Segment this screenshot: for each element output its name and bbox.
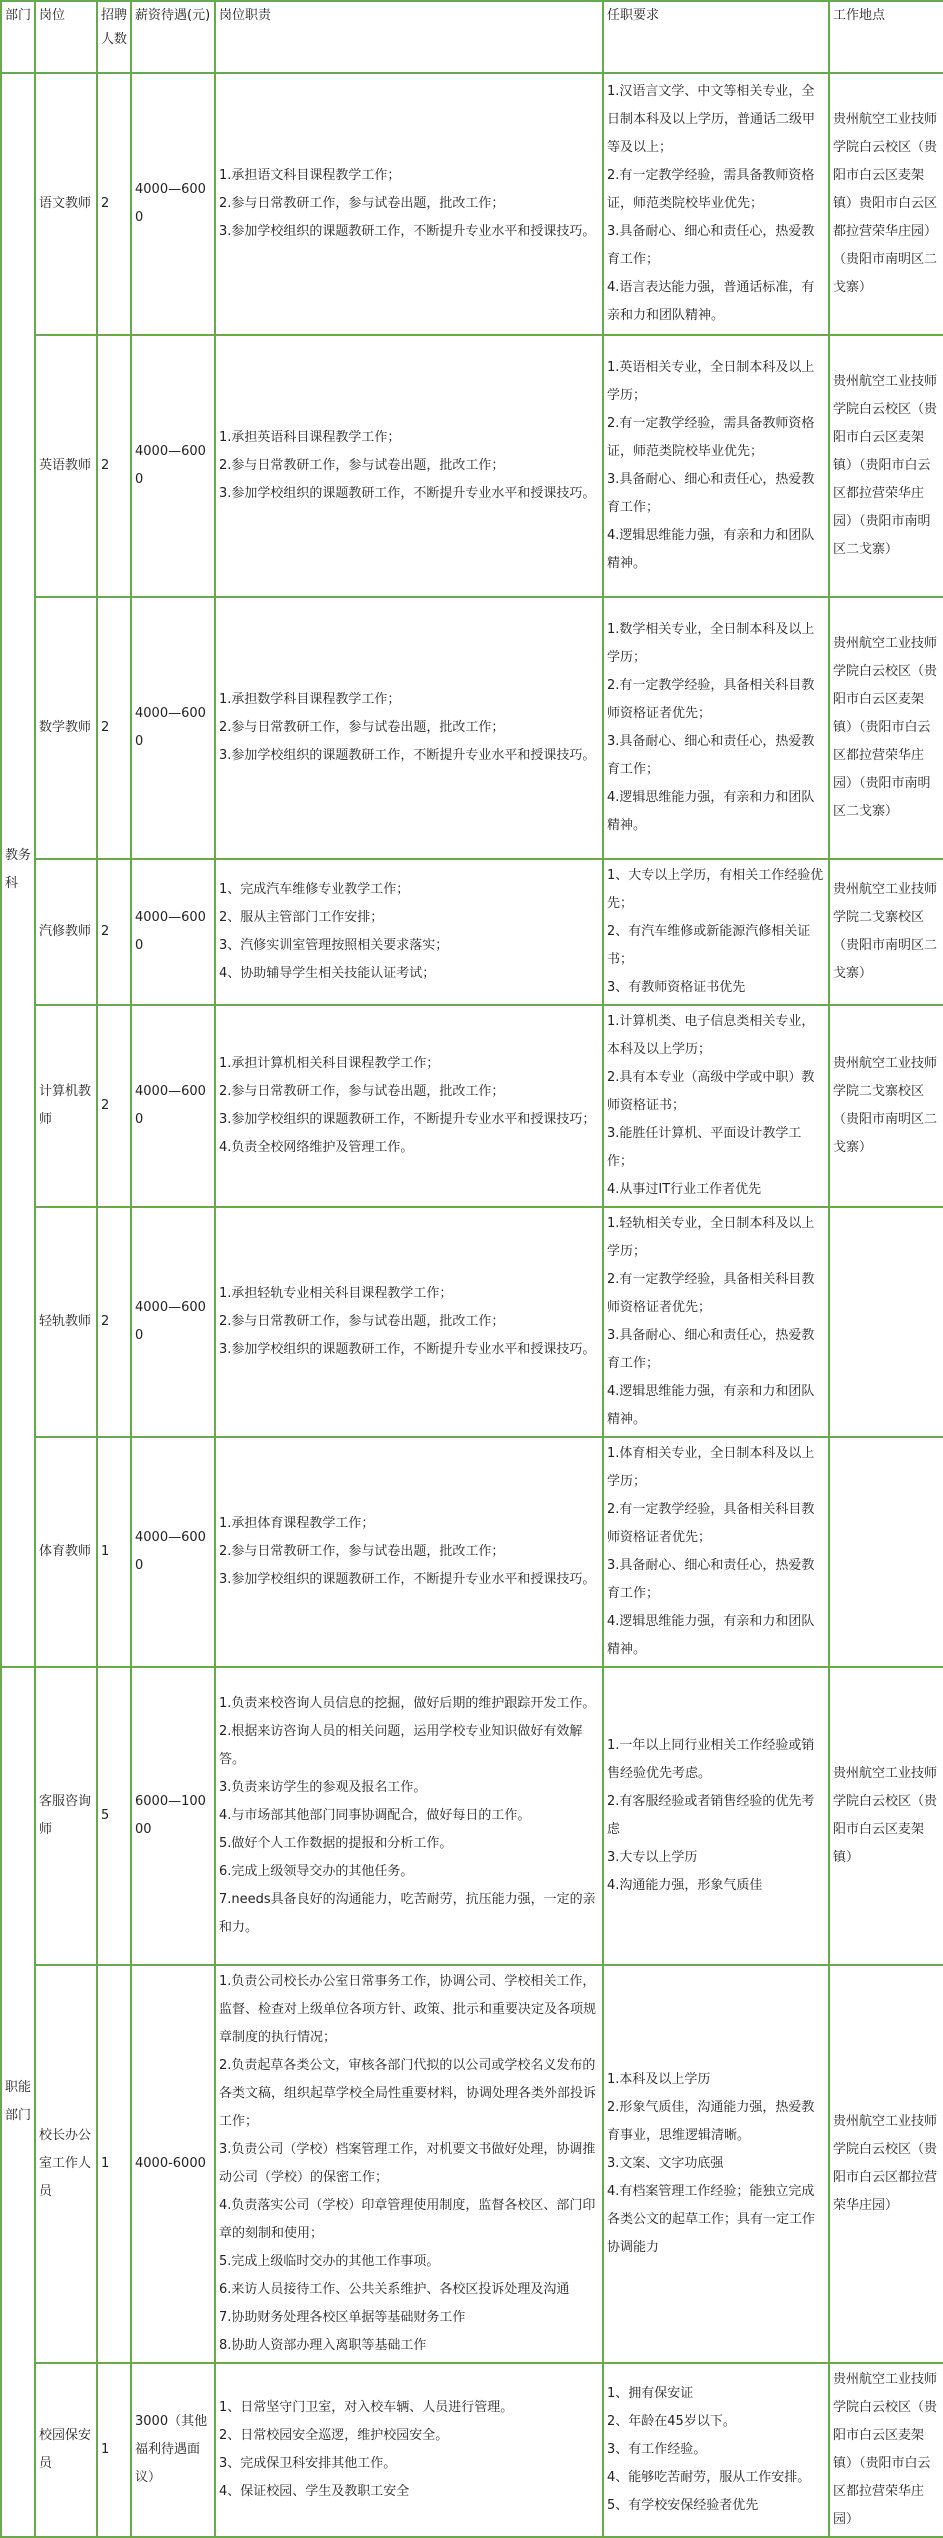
hiring-count: 1 (97, 1965, 131, 2363)
requirement-item: 3、有工作经验。 (607, 2442, 707, 2457)
salary-range: 4000—6000 (131, 335, 215, 597)
duty-item: 1.承担英语科目课程教学工作； (219, 430, 401, 445)
duty-item: 1.承担数学科目课程教学工作； (219, 692, 401, 707)
duty-item: 3.参加学校组织的课题教研工作，不断提升专业水平和授课技巧。 (219, 748, 596, 763)
requirements-cell (603, 335, 829, 597)
duties-cell (215, 1207, 603, 1437)
table-row (1, 73, 943, 335)
duty-item: 2.参与日常教研工作，参与试卷出题，批改工作； (219, 1544, 505, 1559)
table-row (1, 335, 943, 597)
header-position: 岗位 (35, 1, 97, 73)
duty-item: 2.参与日常教研工作，参与试卷出题，批改工作； (219, 1084, 505, 1099)
requirement-item: 2.有一定教学经验，具备相关科目教师资格证者优先； (607, 1502, 815, 1545)
position-title: 客服咨询师 (35, 1667, 97, 1965)
salary-range: 4000—6000 (131, 1437, 215, 1667)
requirement-item: 4.沟通能力强，形象气质佳 (607, 1878, 763, 1893)
duties-cell (215, 73, 603, 335)
requirement-item: 2.有一定教学经验，具备相关科目教师资格证者优先； (607, 678, 815, 721)
hiring-count: 2 (97, 73, 131, 335)
requirements-cell (603, 1207, 829, 1437)
duties-cell (215, 859, 603, 1005)
duty-item: 2.参与日常教研工作，参与试卷出题，批改工作； (219, 196, 505, 211)
requirement-item: 2.有一定教学经验，需具备教师资格证，师范类院校毕业优先； (607, 416, 815, 459)
salary-range: 4000—6000 (131, 1005, 215, 1207)
requirement-item: 2.形象气质佳，沟通能力强，热爱教育事业，思维逻辑清晰。 (607, 2100, 815, 2143)
position-title: 计算机教师 (35, 1005, 97, 1207)
header-department: 部门 (1, 1, 35, 73)
requirement-item: 3.具备耐心、细心和责任心，热爱教育工作； (607, 1558, 815, 1601)
requirement-item: 2.有客服经验或者销售经验的优先考虑 (607, 1794, 815, 1837)
requirements-cell (603, 859, 829, 1005)
duty-item: 6.来访人员接待工作、公共关系维护、各校区投诉处理及沟通 (219, 2282, 570, 2297)
requirement-item: 3.能胜任计算机、平面设计教学工作； (607, 1126, 802, 1169)
duty-item: 2.参与日常教研工作，参与试卷出题，批改工作； (219, 458, 505, 473)
salary-range: 4000—6000 (131, 597, 215, 859)
header-requirements: 任职要求 (603, 1, 829, 73)
duties-cell (215, 1965, 603, 2363)
requirements-cell (603, 1437, 829, 1667)
work-location (829, 1207, 943, 1437)
requirement-item: 1.一年以上同行业相关工作经验或销售经验优先考虑。 (607, 1738, 815, 1781)
salary-range: 3000（其他福利待遇面议） (131, 2363, 215, 2537)
table-row (1, 1965, 943, 2363)
duties-cell (215, 1667, 603, 1965)
duty-item: 3.参加学校组织的课题教研工作，不断提升专业水平和授课技巧； (219, 1112, 596, 1127)
table-row (1, 859, 943, 1005)
salary-range: 4000—6000 (131, 73, 215, 335)
duty-item: 8.协助人资部办理入离职等基础工作 (219, 2338, 427, 2353)
department-cell: 职能部门 (1, 1667, 35, 2537)
duty-item: 1.承担计算机相关科目课程教学工作； (219, 1056, 440, 1071)
salary-range: 4000—6000 (131, 1207, 215, 1437)
duty-item: 2、服从主管部门工作安排； (219, 910, 384, 925)
work-location (829, 1437, 943, 1667)
requirement-item: 5、有学校安保经验者优先 (607, 2498, 759, 2513)
duty-item: 4.与市场部其他部门同事协调配合，做好每日的工作。 (219, 1808, 531, 1823)
requirements-cell (603, 1667, 829, 1965)
duty-item: 2.参与日常教研工作，参与试卷出题，批改工作； (219, 720, 505, 735)
salary-range: 4000-6000 (131, 1965, 215, 2363)
table-body (1, 73, 943, 2537)
header-row (1, 1, 943, 73)
requirement-item: 1.计算机类、电子信息类相关专业，本科及以上学历； (607, 1014, 815, 1057)
position-title: 数学教师 (35, 597, 97, 859)
duty-item: 1、完成汽车维修专业教学工作； (219, 882, 410, 897)
requirement-item: 4.逻辑思维能力强，有亲和力和团队精神。 (607, 790, 815, 833)
position-title: 语文教师 (35, 73, 97, 335)
requirement-item: 3.具备耐心、细心和责任心，热爱教育工作； (607, 472, 815, 515)
requirement-item: 2.有一定教学经验，具备相关科目教师资格证者优先； (607, 1272, 815, 1315)
work-location: 贵州航空工业技师学院白云校区（贵阳市白云区麦架镇） (829, 1667, 943, 1965)
requirement-item: 4.有档案管理工作经验；能独立完成各类公文的起草工作；具有一定工作协调能力 (607, 2184, 816, 2255)
hiring-count: 2 (97, 1207, 131, 1437)
requirement-item: 4.逻辑思维能力强，有亲和力和团队精神。 (607, 1614, 815, 1657)
requirement-item: 2.具有本专业（高级中学或中职）教师资格证书； (607, 1070, 815, 1113)
requirement-item: 3.大专以上学历 (607, 1850, 698, 1865)
table-row (1, 1667, 943, 1965)
requirement-item: 2、年龄在45岁以下。 (607, 2414, 736, 2429)
duty-item: 4、协助辅导学生相关技能认证考试； (219, 966, 436, 981)
position-title: 校长办公室工作人员 (35, 1965, 97, 2363)
requirement-item: 3.具备耐心、细心和责任心，热爱教育工作； (607, 224, 815, 267)
requirements-cell (603, 597, 829, 859)
header-location: 工作地点 (829, 1, 943, 73)
duty-item: 3.负责公司（学校）档案管理工作，对机要文书做好处理，协调推动公司（学校）的保密工作； (219, 2142, 596, 2185)
requirements-cell (603, 73, 829, 335)
requirements-cell (603, 2363, 829, 2537)
requirement-item: 1、大专以上学历，有相关工作经验优先； (607, 868, 824, 911)
requirement-item: 4.逻辑思维能力强，有亲和力和团队精神。 (607, 1384, 815, 1427)
work-location: 贵州航空工业技师学院白云校区（贵阳市白云区麦架镇）贵阳市白云区都拉营荣华庄园）（贵阳市南明区二戈寨） (829, 73, 943, 335)
duties-cell (215, 2363, 603, 2537)
hiring-count: 2 (97, 597, 131, 859)
duty-item: 3.参加学校组织的课题教研工作，不断提升专业水平和授课技巧。 (219, 224, 596, 239)
duties-cell (215, 1005, 603, 1207)
position-title: 汽修教师 (35, 859, 97, 1005)
requirement-item: 1.本科及以上学历 (607, 2072, 711, 2087)
hiring-count: 1 (97, 1437, 131, 1667)
requirement-item: 1.英语相关专业，全日制本科及以上学历； (607, 360, 815, 403)
duty-item: 6.完成上级领导交办的其他任务。 (219, 1864, 414, 1879)
header-duties: 岗位职责 (215, 1, 603, 73)
requirement-item: 3.具备耐心、细心和责任心，热爱教育工作； (607, 1328, 815, 1371)
duty-item: 3.参加学校组织的课题教研工作，不断提升专业水平和授课技巧。 (219, 1572, 596, 1587)
requirement-item: 1.体育相关专业，全日制本科及以上学历； (607, 1446, 815, 1489)
duties-cell (215, 597, 603, 859)
requirement-item: 1.汉语言文学、中文等相关专业，全日制本科及以上学历，普通话二级甲等及以上； (607, 84, 816, 155)
header-salary: 薪资待遇(元) (131, 1, 215, 73)
position-title: 轻轨教师 (35, 1207, 97, 1437)
work-location: 贵州航空工业技师学院白云校区（贵阳市白云区麦架镇）（贵阳市白云区都拉营荣华庄园）（贵阳市南明区二戈寨） (829, 335, 943, 597)
duty-item: 1.承担体育课程教学工作； (219, 1516, 375, 1531)
header-count: 招聘人数 (97, 1, 131, 73)
duty-item: 3、汽修实训室管理按照相关要求落实； (219, 938, 449, 953)
duty-item: 2.参与日常教研工作，参与试卷出题，批改工作； (219, 1314, 505, 1329)
requirement-item: 4.逻辑思维能力强，有亲和力和团队精神。 (607, 528, 815, 571)
duty-item: 5.做好个人工作数据的提报和分析工作。 (219, 1836, 453, 1851)
requirement-item: 3、有教师资格证书优先 (607, 980, 746, 995)
table-row (1, 597, 943, 859)
hiring-count: 2 (97, 1005, 131, 1207)
work-location: 贵州航空工业技师学院二戈寨校区（贵阳市南明区二戈寨） (829, 1005, 943, 1207)
salary-range: 4000—6000 (131, 859, 215, 1005)
duty-item: 3.参加学校组织的课题教研工作，不断提升专业水平和授课技巧。 (219, 486, 596, 501)
duty-item: 1.负责来校咨询人员信息的挖掘，做好后期的维护跟踪开发工作。 (219, 1696, 596, 1711)
table-row (1, 1207, 943, 1437)
table-row (1, 1005, 943, 1207)
duty-item: 3.参加学校组织的课题教研工作，不断提升专业水平和授课技巧。 (219, 1342, 596, 1357)
duty-item: 1.承担轻轨专业相关科目课程教学工作； (219, 1286, 453, 1301)
requirement-item: 1.数学相关专业，全日制本科及以上学历； (607, 622, 815, 665)
duty-item: 4.负责全校网络维护及管理工作。 (219, 1140, 414, 1155)
duty-item: 2.负责起草各类公文，审核各部门代拟的以公司或学校名义发布的各类文稿，组织起草学校全局性重要材料，协调处理各类外部投诉工作； (219, 2058, 597, 2129)
department-cell: 教务科 (1, 73, 35, 1667)
requirement-item: 3.具备耐心、细心和责任心，热爱教育工作； (607, 734, 815, 777)
requirement-item: 1、拥有保安证 (607, 2386, 694, 2401)
hiring-count: 2 (97, 859, 131, 1005)
work-location: 贵州航空工业技师学院白云校区（贵阳市白云区麦架镇）（贵阳市白云区都拉营荣华庄园） (829, 2363, 943, 2537)
duty-item: 7.needs具备良好的沟通能力，吃苦耐劳，抗压能力强，一定的亲和力。 (219, 1892, 596, 1935)
duties-cell (215, 335, 603, 597)
requirements-cell (603, 1965, 829, 2363)
duty-item: 4、保证校园、学生及教职工安全 (219, 2484, 410, 2499)
requirements-cell (603, 1005, 829, 1207)
duty-item: 7.协助财务处理各校区单据等基础财务工作 (219, 2310, 466, 2325)
hiring-count: 5 (97, 1667, 131, 1965)
work-location: 贵州航空工业技师学院白云校区（贵阳市白云区麦架镇）（贵阳市白云区都拉营荣华庄园）（贵阳市南明区二戈寨） (829, 597, 943, 859)
hiring-count: 2 (97, 335, 131, 597)
requirement-item: 2、有汽车维修或新能源汽修相关证书； (607, 924, 811, 967)
duty-item: 4.负责落实公司（学校）印章管理使用制度，监督各校区、部门印章的刻制和使用； (219, 2198, 596, 2241)
requirement-item: 1.轻轨相关专业，全日制本科及以上学历； (607, 1216, 815, 1259)
requirement-item: 2.有一定教学经验，需具备教师资格证，师范类院校毕业优先； (607, 168, 815, 211)
duty-item: 1.负责公司校长办公室日常事务工作，协调公司、学校相关工作，监督、检查对上级单位各项方针、政策、批示和重要决定及各项规章制度的执行情况； (219, 1974, 597, 2045)
salary-range: 6000—10000 (131, 1667, 215, 1965)
duty-item: 3.负责来访学生的参观及报名工作。 (219, 1780, 427, 1795)
requirement-item: 4、能够吃苦耐劳，服从工作安排。 (607, 2470, 811, 2485)
duty-item: 5.完成上级临时交办的其他工作事项。 (219, 2254, 440, 2269)
duty-item: 3、完成保卫科安排其他工作。 (219, 2456, 397, 2471)
duty-item: 2、日常校园安全巡逻，维护校园安全。 (219, 2428, 449, 2443)
table-row (1, 1437, 943, 1667)
position-title: 校园保安员 (35, 2363, 97, 2537)
duties-cell (215, 1437, 603, 1667)
position-title: 体育教师 (35, 1437, 97, 1667)
duty-item: 1、日常坚守门卫室，对入校车辆、人员进行管理。 (219, 2400, 514, 2415)
work-location: 贵州航空工业技师学院白云校区（贵阳市白云区都拉营荣华庄园） (829, 1965, 943, 2363)
hiring-count: 1 (97, 2363, 131, 2537)
duty-item: 2.根据来访咨询人员的相关问题，运用学校专业知识做好有效解答。 (219, 1724, 583, 1767)
duty-item: 1.承担语文科目课程教学工作； (219, 168, 401, 183)
position-title: 英语教师 (35, 335, 97, 597)
table-row (1, 2363, 943, 2537)
requirement-item: 4.语言表达能力强，普通话标准，有亲和力和团队精神。 (607, 280, 815, 323)
work-location: 贵州航空工业技师学院二戈寨校区（贵阳市南明区二戈寨） (829, 859, 943, 1005)
requirement-item: 4.从事过IT行业工作者优先 (607, 1182, 762, 1197)
requirement-item: 3.文案、文字功底强 (607, 2156, 724, 2171)
